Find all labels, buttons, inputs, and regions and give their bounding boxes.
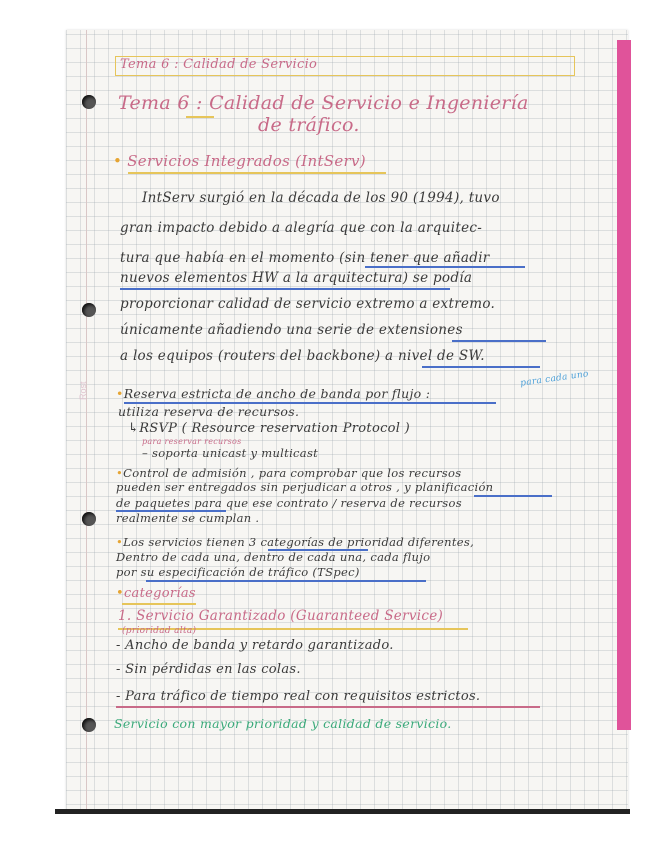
bullet-icon: • <box>116 535 124 549</box>
paragraph-line: nuevos elementos HW a la arquitectura) se podía <box>120 270 473 286</box>
bullet-icon: • <box>116 586 124 601</box>
bullet-servicios <box>116 535 474 549</box>
bullet-servicios-line: Dentro de cada una, dentro de cada una, cada flujo <box>116 550 431 564</box>
bullet-admision-line: realmente se cumplan . <box>116 511 260 525</box>
bullet-servicios-line: por su especificación de tráfico (TSpec) <box>116 565 360 579</box>
header-text: Tema 6 : Calidad de Servicio <box>120 57 318 72</box>
section-underline <box>128 172 386 174</box>
rsvp-line <box>128 421 410 436</box>
bullet-reserva-line2: utiliza reserva de recursos. <box>118 404 300 419</box>
bullet-reserva-text: Reserva estricta de ancho de banda por flujo : <box>123 386 431 401</box>
guarantee-item: - Para tráfico de tiempo real con requisitos estrictos. <box>116 689 481 704</box>
margin-note: para cada uno <box>519 369 590 389</box>
servicio-garantizado-title: 1. Servicio Garantizado (Guaranteed Service) <box>118 608 444 624</box>
page-title: Tema 6 : Calidad de Servicio e Ingeniería <box>118 92 529 114</box>
paragraph-line: gran impacto debido a alegría que con la arquitec- <box>120 220 483 236</box>
bullet-admision <box>116 466 461 480</box>
bullet-icon: • <box>113 152 123 170</box>
bullet-admision-line: pueden ser entregados sin perjudicar a otros , y planificación <box>116 480 494 494</box>
section-title-text: Servicios Integrados (IntServ) <box>127 152 366 170</box>
paragraph-line: proporcionar calidad de servicio extremo a extremo. <box>120 296 496 312</box>
brand-watermark: Rost <box>78 381 88 400</box>
punch-hole <box>82 95 96 109</box>
rsvp-sub: – soporta unicast y multicast <box>142 446 319 460</box>
paragraph-line: IntServ surgió en la década de los 90 (1994), tuvo <box>142 190 500 206</box>
margin-line <box>86 30 87 810</box>
bullet-servicios-text: Los servicios tienen 3 categorías de prioridad diferentes, <box>123 535 475 549</box>
arrow-icon: ↳ <box>128 421 140 436</box>
service-footer: Servicio con mayor prioridad y calidad de servicio. <box>114 716 452 731</box>
underline <box>122 603 196 605</box>
title-underline <box>186 116 214 118</box>
page-title-line2: de tráfico. <box>258 114 360 136</box>
rsvp-text: RSVP ( Resource reservation Protocol ) <box>139 421 411 436</box>
underline <box>120 288 450 290</box>
underline <box>422 366 540 368</box>
paragraph-line: a los equipos (routers del backbone) a nivel de SW. <box>120 348 485 364</box>
guarantee-item: - Ancho de banda y retardo garantizado. <box>116 638 394 653</box>
priority-note: (prioridad alta) <box>122 626 197 636</box>
bullet-reserva <box>116 386 430 401</box>
categorias-label <box>116 586 196 601</box>
punch-hole <box>82 512 96 526</box>
paragraph-line: tura que había en el momento (sin tener que añadir <box>120 250 490 266</box>
bullet-icon: • <box>116 466 124 480</box>
bullet-admision-line: de paquetes para que ese contrato / reserva de recursos <box>116 496 462 510</box>
paragraph-line: únicamente añadiendo una serie de extensiones <box>120 322 463 338</box>
section-title <box>113 152 366 170</box>
page-tab <box>617 40 631 730</box>
page-edge <box>55 809 630 814</box>
underline <box>146 580 426 582</box>
guarantee-item: - Sin pérdidas en las colas. <box>116 662 301 677</box>
punch-hole <box>82 718 96 732</box>
categorias-text: categorías <box>123 586 196 601</box>
punch-hole <box>82 303 96 317</box>
bullet-icon: • <box>116 386 124 401</box>
underline <box>116 706 540 708</box>
underline <box>452 340 546 342</box>
underline <box>365 266 525 268</box>
rsvp-note: para reservar recursos <box>142 437 242 446</box>
bullet-admision-text: Control de admisión , para comprobar que los recursos <box>123 466 462 480</box>
underline <box>474 495 552 497</box>
